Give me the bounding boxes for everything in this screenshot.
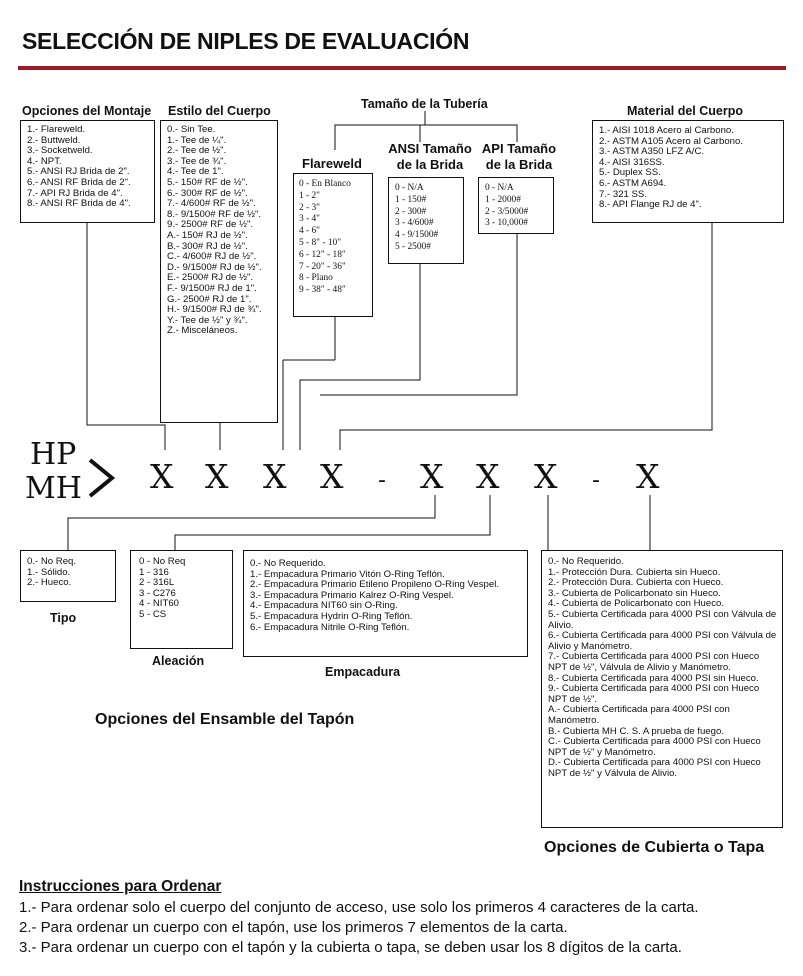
empacadura-option: 5.- Empacadura Hydrin O-Ring Teflón.: [250, 610, 413, 622]
material-option: 2.- ASTM A105 Acero al Carbono.: [599, 135, 743, 147]
estilo-option: C.- 4/600# RJ de ½".: [167, 251, 257, 263]
flareweld-option: 6 - 12" - 18": [299, 249, 346, 260]
material-option: 8.- API Flange RJ de 4".: [599, 199, 702, 211]
prefix-arrow: [90, 460, 112, 496]
estilo-option: B.- 300# RJ de ½".: [167, 240, 248, 252]
cubierta-option: 0.- No Requerido.: [548, 556, 624, 567]
material-option: 4.- AISI 316SS.: [599, 156, 665, 168]
instruction-line-1: 1.- Para ordenar solo el cuerpo del conjunto de acceso, use solo los primeros 4 caracteres de la carta.: [19, 899, 699, 916]
aleacion-list: [139, 557, 232, 621]
empacadura-list: [250, 559, 527, 633]
empacadura-option: 0.- No Requerido.: [250, 558, 326, 569]
api-option: 3 - 10,000#: [485, 218, 528, 229]
montaje-option: 1.- Flareweld.: [27, 124, 86, 135]
cubierta-option: 4.- Cubierta de Policarbonato con Hueco.: [548, 598, 724, 610]
material-option: 3.- ASTM A350 LFZ A/C.: [599, 146, 705, 158]
flareweld-option: 9 - 38" - 48": [299, 285, 346, 296]
material-option: 7.- 321 SS.: [599, 188, 647, 200]
cubierta-option: 2.- Protección Dura. Cubierta con Hueco.: [548, 577, 724, 589]
cubierta-option: 3.- Cubierta de Policarbonato sin Hueco.: [548, 587, 721, 599]
estilo-option: D.- 9/1500# RJ de ½".: [167, 261, 262, 273]
instruction-line-3: 3.- Para ordenar un cuerpo con el tapón y la cubierta o tapa, se deben usar los 8 dígitos de la carta.: [19, 939, 682, 956]
estilo-option: E.- 2500# RJ de ½".: [167, 272, 254, 284]
prefix-mh: MH: [25, 471, 82, 506]
cubierta-option: 7.- Cubierta Certificada para 4000 PSI con Hueco NPT de ½", Válvula de Alivio y Manómetro.: [548, 651, 760, 673]
ansi-option: 0 - N/A: [395, 183, 424, 193]
ansi-option: 4 - 9/1500#: [395, 230, 439, 241]
flareweld-option: 4 - 6": [299, 226, 321, 237]
flareweld-list: [299, 179, 372, 297]
tipo-label: Tipo: [50, 611, 77, 625]
plug-section-title: Opciones del Ensamble del Tapón: [95, 711, 355, 728]
code-separator-1: -: [378, 468, 386, 493]
cubierta-box: [541, 550, 783, 828]
ansi-option: 2 - 300#: [395, 206, 427, 217]
prefix-hp: HP: [30, 437, 77, 472]
ansi-header: ANSI Tamaño de la Brida: [388, 141, 472, 172]
tamano-header: Tamaño de la Tubería: [361, 97, 488, 111]
aleacion-option: 0 - No Req: [139, 556, 186, 567]
instructions-heading: Instrucciones para Ordenar: [19, 878, 222, 895]
estilo-option: 4.- Tee de 1".: [167, 166, 224, 178]
tipo-option: 1.- Sólido.: [27, 566, 71, 578]
estilo-option: 9.- 2500# RF de ½".: [167, 219, 254, 231]
api-list: [485, 183, 553, 230]
estilo-option: H.- 9/1500# RJ de ¾".: [167, 304, 262, 316]
estilo-option: F.- 9/1500# RJ de 1".: [167, 282, 257, 294]
ansi-list: [395, 183, 463, 254]
estilo-option: 3.- Tee de ¾".: [167, 155, 227, 167]
empacadura-box: [243, 550, 528, 657]
aleacion-option: 5 - CS: [139, 608, 167, 620]
flareweld-header: Flareweld: [302, 156, 362, 171]
flareweld-option: 3 - 4": [299, 214, 321, 225]
estilo-list: [167, 125, 277, 337]
estilo-option: 7.- 4/600# RF de ½".: [167, 198, 256, 210]
montaje-option: 8.- ANSI RF Brida de 4".: [27, 198, 131, 210]
cubierta-list: [548, 557, 778, 779]
page-title: SELECCIÓN DE NIPLES DE EVALUACIÓN: [22, 28, 470, 54]
code-char-5: X: [420, 457, 444, 496]
estilo-option: 5.- 150# RF de ½".: [167, 176, 248, 188]
aleacion-option: 1 - 316: [139, 566, 169, 578]
cubierta-option: C.- Cubierta Certificada para 4000 PSI con Hueco NPT de ½" y Manómetro.: [548, 736, 761, 758]
flareweld-option: 7 - 20" - 36": [299, 261, 346, 272]
cubierta-option: A.- Cubierta Certificada para 4000 PSI con Manómetro.: [548, 704, 730, 726]
montaje-box: [20, 120, 155, 223]
ansi-option: 5 - 2500#: [395, 241, 431, 252]
empacadura-option: 3.- Empacadura Primario Kalrez O-Ring Vespel.: [250, 589, 454, 601]
code-char-6: X: [476, 457, 500, 496]
empacadura-option: 2.- Empacadura Primario Etileno Propileno O-Ring Vespel.: [250, 579, 500, 591]
material-box: [592, 120, 784, 223]
empacadura-label: Empacadura: [325, 665, 401, 679]
flareweld-option: 0 - En Blanco: [299, 179, 351, 189]
instruction-line-2: 2.- Para ordenar un cuerpo con el tapón, use los primeros 7 elementos de la carta.: [19, 919, 568, 936]
estilo-option: G.- 2500# RJ de 1".: [167, 293, 252, 305]
cubierta-option: 9.- Cubierta Certificada para 4000 PSI con Hueco NPT de ½".: [548, 683, 760, 705]
aleacion-option: 4 - NIT60: [139, 598, 179, 610]
api-header: API Tamaño de la Brida: [481, 141, 557, 172]
code-char-3: X: [263, 457, 287, 496]
estilo-option: 8.- 9/1500# RF de ½".: [167, 208, 262, 220]
flareweld-option: 8 - Plano: [299, 273, 333, 284]
aleacion-option: 2 - 316L: [139, 577, 175, 589]
ansi-box: [388, 177, 464, 264]
montaje-header: Opciones del Montaje: [22, 104, 152, 118]
flareweld-box: [293, 173, 373, 317]
material-header: Material del Cuerpo: [627, 104, 743, 118]
cubierta-option: B.- Cubierta MH C. S. A prueba de fuego.: [548, 725, 724, 737]
estilo-option: Z.- Misceláneos.: [167, 325, 238, 337]
estilo-option: A.- 150# RJ de ½".: [167, 229, 248, 241]
aleacion-label: Aleación: [152, 654, 205, 668]
estilo-box: [160, 120, 278, 423]
api-option: 1 - 2000#: [485, 194, 521, 205]
tipo-option: 0.- No Req.: [27, 556, 77, 567]
cubierta-option: 1.- Protección Dura. Cubierta sin Hueco.: [548, 566, 721, 578]
code-char-4: X: [320, 457, 344, 496]
montaje-option: 6.- ANSI RF Brida de 2".: [27, 176, 131, 188]
cubierta-option: 5.- Cubierta Certificada para 4000 PSI con Válvula de Alivio.: [548, 608, 777, 631]
montaje-option: 2.- Buttweld.: [27, 134, 81, 146]
tipo-box: [20, 550, 116, 602]
estilo-option: 6.- 300# RF de ½".: [167, 187, 248, 199]
estilo-option: 2.- Tee de ½".: [167, 145, 227, 157]
estilo-option: Y.- Tee de ½" y ¾".: [167, 314, 248, 326]
api-option: 2 - 3/5000#: [485, 206, 529, 217]
cubierta-option: 8.- Cubierta Certificada para 4000 PSI sin Hueco.: [548, 672, 759, 684]
montaje-option: 4.- NPT.: [27, 155, 62, 167]
code-separator-2: -: [592, 468, 600, 493]
material-option: 6.- ASTM A694.: [599, 177, 667, 189]
flareweld-option: 2 - 3": [299, 202, 321, 213]
montaje-option: 7.- API RJ Brida de 4".: [27, 187, 123, 199]
empacadura-option: 1.- Empacadura Primario Vitón O-Ring Teflón.: [250, 568, 445, 580]
aleacion-box: [130, 550, 233, 649]
api-option: 0 - N/A: [485, 183, 514, 193]
montaje-option: 3.- Socketweld.: [27, 145, 93, 157]
tipo-option: 2.- Hueco.: [27, 577, 72, 589]
material-option: 1.- AISI 1018 Acero al Carbono.: [599, 125, 734, 136]
flareweld-option: 1 - 2": [299, 190, 321, 201]
estilo-option: 0.- Sin Tee.: [167, 124, 216, 135]
code-char-7: X: [534, 457, 558, 496]
ansi-option: 3 - 4/600#: [395, 218, 434, 229]
empacadura-option: 4.- Empacadura NIT60 sin O-Ring.: [250, 600, 398, 612]
aleacion-option: 3 - C276: [139, 587, 176, 599]
estilo-header: Estilo del Cuerpo: [168, 104, 271, 118]
cubierta-option: D.- Cubierta Certificada para 4000 PSI con Hueco NPT de ½" y Válvula de Alivio.: [548, 757, 761, 779]
montaje-option: 5.- ANSI RJ Brida de 2".: [27, 166, 130, 178]
api-box: [478, 177, 554, 234]
code-char-1: X: [150, 457, 174, 496]
montaje-list: [27, 125, 154, 210]
tipo-list: [27, 557, 115, 589]
empacadura-option: 6.- Empacadura Nitrile O-Ring Teflón.: [250, 621, 410, 633]
cubierta-option: 6.- Cubierta Certificada para 4000 PSI con Válvula de Alivio y Manómetro.: [548, 630, 777, 652]
estilo-option: 1.- Tee de ¼".: [167, 134, 227, 146]
code-char-8: X: [636, 457, 660, 496]
cubierta-label: Opciones de Cubierta o Tapa: [544, 839, 765, 856]
material-list: [599, 126, 783, 211]
material-option: 5.- Duplex SS.: [599, 167, 661, 179]
flareweld-option: 5 - 8" - 10": [299, 237, 342, 248]
code-char-2: X: [205, 457, 229, 496]
ansi-option: 1 - 150#: [395, 194, 427, 205]
